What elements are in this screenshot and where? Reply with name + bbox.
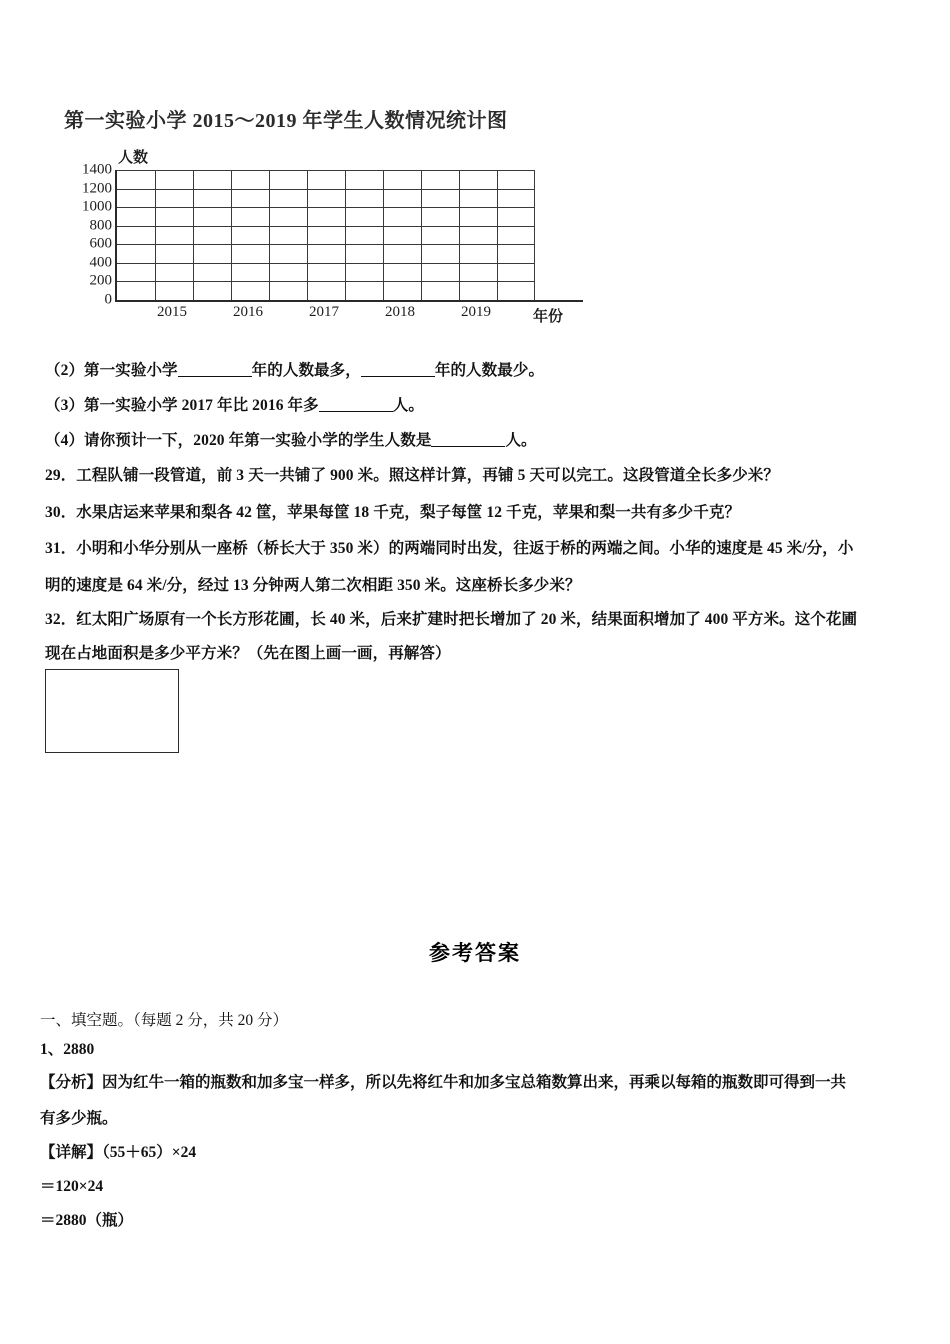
question-2-prefix: （2）第一实验小学 xyxy=(45,362,178,379)
question-3 xyxy=(45,393,424,415)
drawing-answer-box[interactable] xyxy=(45,669,179,753)
question-2-blank-1[interactable] xyxy=(178,376,252,377)
question-4 xyxy=(45,428,537,450)
y-tick-600: 600 xyxy=(89,235,112,252)
statistics-chart xyxy=(60,148,564,338)
y-tick-1400: 1400 xyxy=(82,161,112,178)
question-3-prefix: （3）第一实验小学 2017 年比 2016 年多 xyxy=(45,397,319,414)
question-2 xyxy=(45,358,544,380)
answer-item-1: 1、2880 xyxy=(40,1041,95,1058)
gridline-v-11 xyxy=(534,170,535,300)
question-32-line-1: 32．红太阳广场原有一个长方形花圃，长 40 米，后来扩建时把长增加了 20 米，结果面积增加了 400 平方米。这个花圃 xyxy=(45,611,858,628)
gridline-v-4 xyxy=(269,170,270,300)
question-31-line-2: 明的速度是 64 米/分，经过 13 分钟两人第二次相距 350 米。这座桥长多少米？ xyxy=(45,577,581,594)
answer-key-heading: 参考答案 xyxy=(429,941,521,965)
chart-x-axis-label: 年份 xyxy=(533,309,564,325)
gridline-h-1200 xyxy=(117,189,535,190)
question-3-blank[interactable] xyxy=(319,411,393,412)
gridline-v-7 xyxy=(383,170,384,300)
answer-solution-line-3: ＝2880（瓶） xyxy=(40,1212,134,1229)
answer-solution-line-2: ＝120×24 xyxy=(40,1178,104,1195)
question-32-line-2: 现在占地面积是多少平方米？（先在图上画一画，再解答） xyxy=(45,645,451,662)
y-tick-800: 800 xyxy=(89,217,112,234)
gridline-h-1000 xyxy=(117,207,535,208)
x-tick-2015: 2015 xyxy=(157,304,187,320)
question-4-prefix: （4）请你预计一下，2020 年第一实验小学的学生人数是 xyxy=(45,432,432,449)
y-tick-0: 0 xyxy=(104,291,112,308)
gridline-h-400 xyxy=(117,263,535,264)
gridline-v-1 xyxy=(155,170,156,300)
x-tick-2018: 2018 xyxy=(385,304,415,320)
gridline-v-5 xyxy=(307,170,308,300)
gridline-v-2 xyxy=(193,170,194,300)
question-4-suffix: 人。 xyxy=(505,432,537,449)
question-3-suffix: 人。 xyxy=(392,397,424,414)
y-tick-1200: 1200 xyxy=(82,180,112,197)
answer-solution-line-1: 【详解】（55＋65）×24 xyxy=(40,1144,197,1161)
question-29: 29．工程队铺一段管道，前 3 天一共铺了 900 米。照这样计算，再铺 5 天可以完工。这段管道全长多少米？ xyxy=(45,467,780,484)
gridline-v-10 xyxy=(497,170,498,300)
question-2-suffix: 年的人数最少。 xyxy=(434,362,545,379)
gridline-v-3 xyxy=(231,170,232,300)
gridline-v-9 xyxy=(459,170,460,300)
gridline-v-8 xyxy=(421,170,422,300)
chart-y-tick-labels xyxy=(60,148,112,308)
question-2-blank-2[interactable] xyxy=(361,376,435,377)
chart-gridlines xyxy=(117,170,535,300)
question-30: 30．水果店运来苹果和梨各 42 筐，苹果每筐 18 千克，梨子每筐 12 千克，苹果和梨一共有多少千克？ xyxy=(45,504,741,521)
gridline-h-800 xyxy=(117,226,535,227)
chart-x-tick-labels xyxy=(115,304,585,328)
chart-title: 第一实验小学 2015～2019 年学生人数情况统计图 xyxy=(64,110,508,132)
x-tick-2017: 2017 xyxy=(309,304,339,320)
gridline-h-1400 xyxy=(117,170,535,171)
question-31-line-1: 31．小明和小华分别从一座桥（桥长大于 350 米）的两端同时出发，往返于桥的两端之间。小华的速度是 45 米/分，小 xyxy=(45,540,854,557)
question-2-mid: 年的人数最多， xyxy=(251,362,361,379)
y-tick-200: 200 xyxy=(89,272,112,289)
chart-plot-area xyxy=(115,170,535,302)
chart-x-axis-line xyxy=(115,300,583,302)
answer-analysis-line-2: 有多少瓶。 xyxy=(40,1110,118,1127)
gridline-h-200 xyxy=(117,281,535,282)
question-4-blank[interactable] xyxy=(431,446,505,447)
y-tick-400: 400 xyxy=(89,254,112,271)
answer-analysis-line-1: 【分析】因为红牛一箱的瓶数和加多宝一样多，所以先将红牛和加多宝总箱数算出来，再乘以每箱的瓶数即可得到一共 xyxy=(40,1074,847,1091)
gridline-h-600 xyxy=(117,244,535,245)
gridline-v-6 xyxy=(345,170,346,300)
x-tick-2016: 2016 xyxy=(233,304,263,320)
x-tick-2019: 2019 xyxy=(461,304,491,320)
y-tick-1000: 1000 xyxy=(82,198,112,215)
chart-y-axis-label: 人数 xyxy=(118,150,149,166)
answer-section-one-title: 一、填空题。（每题 2 分，共 20 分） xyxy=(40,1012,289,1029)
